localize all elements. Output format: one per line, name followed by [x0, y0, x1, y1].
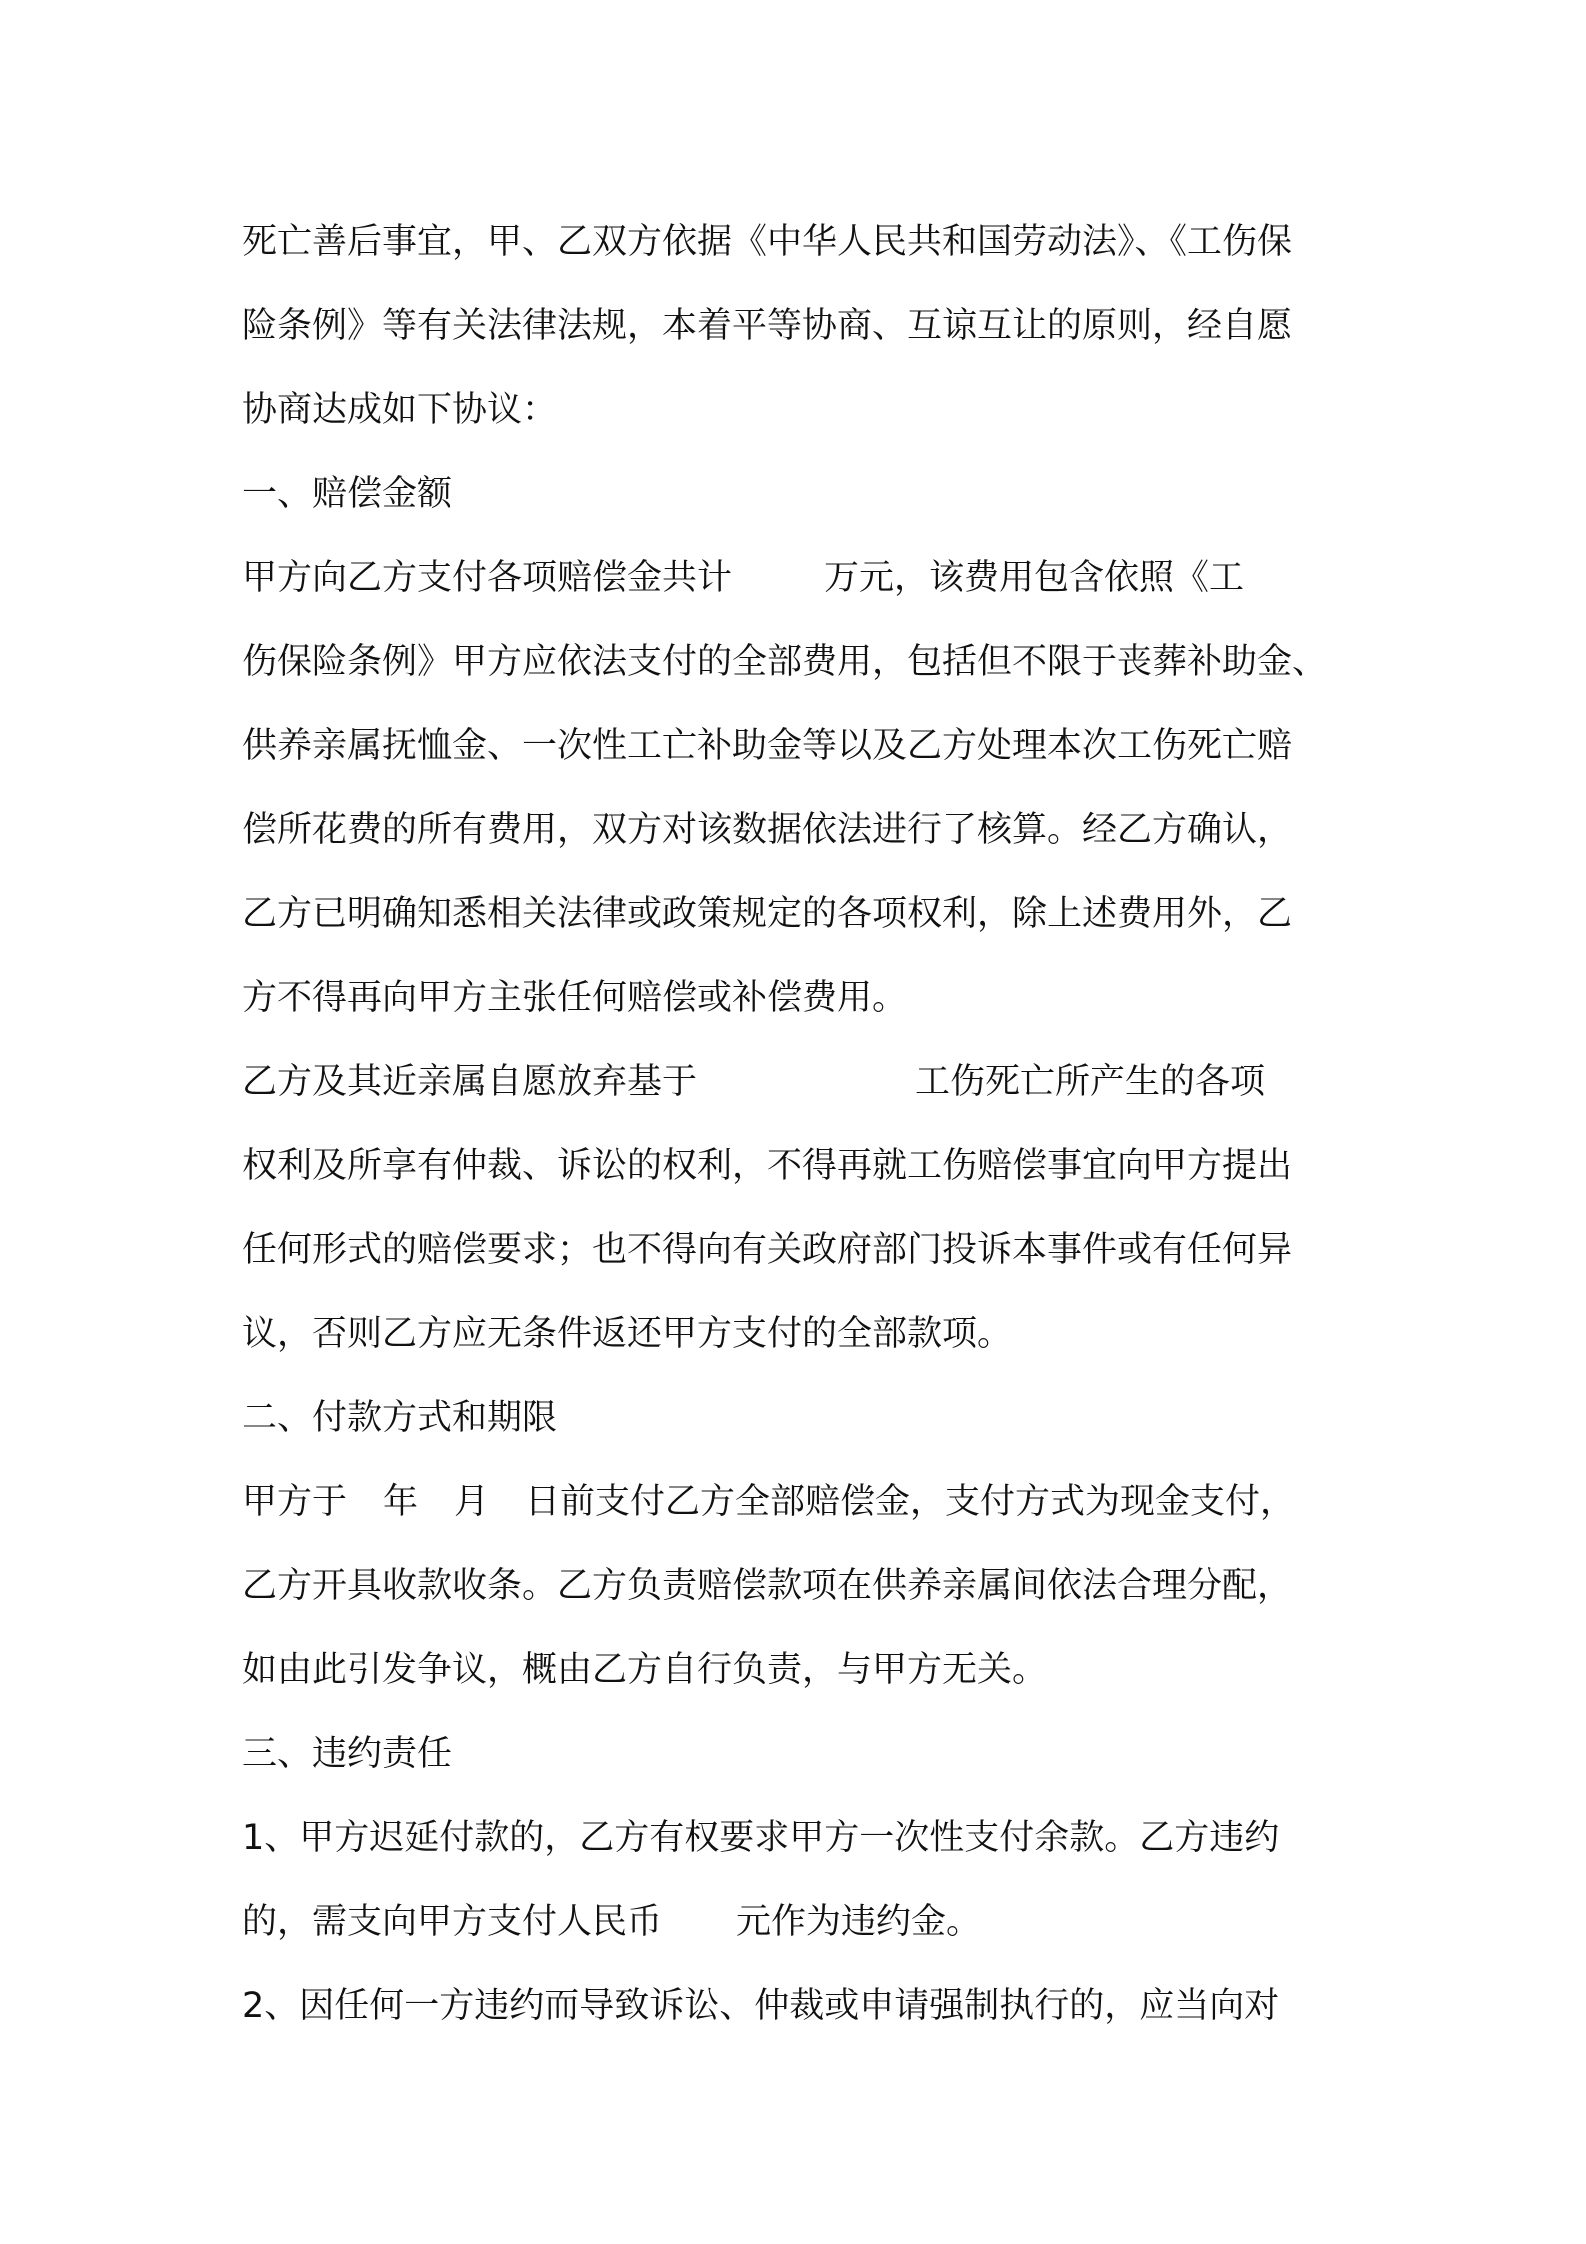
liability-item-2: 2、因任何一方违约而导致诉讼、仲裁或申请强制执行的，应当向对 — [242, 1986, 1280, 2026]
compensation-amount-line — [242, 536, 1362, 620]
text-fragment: 的，需支向甲方支付人民币 — [242, 1902, 663, 1942]
text-fragment: 甲方向乙方支付各项赔偿金共计 — [242, 558, 733, 598]
document-body — [242, 200, 1362, 2048]
text-fragment: 年 — [383, 1482, 419, 1522]
text-fragment: 工伤死亡所产生的各项 — [915, 1062, 1266, 1102]
paragraph-line: 议，否则乙方应无条件返还甲方支付的全部款项。 — [242, 1314, 1013, 1354]
intro-line: 协商达成如下协议： — [242, 390, 558, 430]
text-fragment: 万元，该费用包含依照《工 — [824, 558, 1245, 598]
paragraph-line: 权利及所享有仲裁、诉讼的权利，不得再就工伤赔偿事宜向甲方提出 — [242, 1146, 1293, 1186]
paragraph-line: 偿所花费的所有费用，双方对该数据依法进行了核算。经乙方确认， — [242, 810, 1293, 850]
paragraph-line: 伤保险条例》甲方应依法支付的全部费用，包括但不限于丧葬补助金、 — [242, 642, 1328, 682]
text-fragment: 日前支付乙方全部赔偿金，支付方式为现金支付， — [525, 1482, 1296, 1522]
text-fragment: 月 — [454, 1482, 490, 1522]
text-fragment: 元作为违约金。 — [736, 1902, 982, 1942]
section-heading-payment: 二、付款方式和期限 — [242, 1398, 558, 1438]
section-heading-liability: 三、违约责任 — [242, 1734, 453, 1774]
text-fragment: 乙方及其近亲属自愿放弃基于 — [242, 1062, 698, 1102]
intro-line: 死亡善后事宜，甲、乙双方依据《中华人民共和国劳动法》、《工伤保 — [242, 222, 1293, 262]
paragraph-line: 乙方开具收款收条。乙方负责赔偿款项在供养亲属间依法合理分配， — [242, 1566, 1293, 1606]
paragraph-line: 乙方已明确知悉相关法律或政策规定的各项权利，除上述费用外，乙 — [242, 894, 1293, 934]
paragraph-line: 方不得再向甲方主张任何赔偿或补偿费用。 — [242, 978, 908, 1018]
paragraph-line: 供养亲属抚恤金、一次性工亡补助金等以及乙方处理本次工伤死亡赔 — [242, 726, 1293, 766]
paragraph-line: 任何形式的赔偿要求；也不得向有关政府部门投诉本事件或有任何异 — [242, 1230, 1293, 1270]
paragraph-line: 如由此引发争议，概由乙方自行负责，与甲方无关。 — [242, 1650, 1048, 1690]
penalty-line — [242, 1880, 1362, 1964]
liability-item-1: 1、甲方迟延付款的，乙方有权要求甲方一次性支付余款。乙方违约 — [242, 1818, 1280, 1858]
text-fragment: 甲方于 — [242, 1482, 348, 1522]
payment-date-line — [242, 1460, 1362, 1544]
waiver-line — [242, 1040, 1362, 1124]
section-heading-compensation: 一、赔偿金额 — [242, 474, 453, 514]
intro-line: 险条例》等有关法律法规，本着平等协商、互谅互让的原则，经自愿 — [242, 306, 1293, 346]
